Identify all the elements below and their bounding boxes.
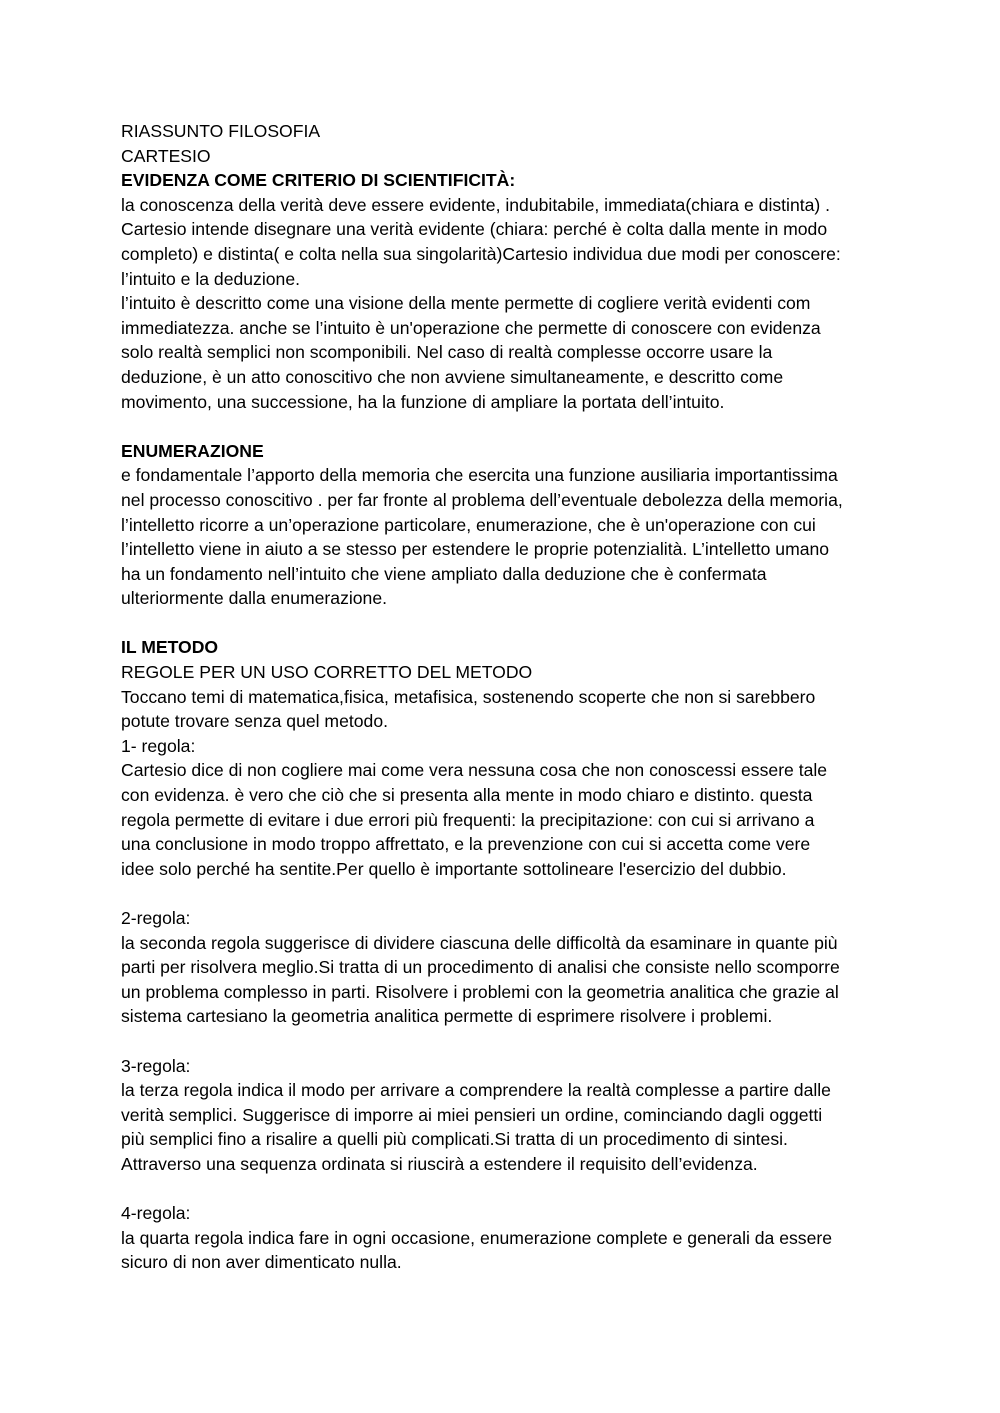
rule-label: 1- regola:: [121, 735, 196, 756]
rule-label: 2-regola:: [121, 908, 191, 928]
text-line: movimento, una successione, ha la funzione di ampliare la portata dell’intuito.: [121, 391, 725, 412]
text-line: la quarta regola indica fare in ogni occasione, enumerazione complete e generali da essere: [121, 1227, 833, 1248]
text-line: l’intuito è descritto come una visione della mente permette di cogliere verità evidenti com: [121, 293, 811, 314]
rule-label: 3-regola:: [121, 1055, 191, 1076]
text-line: la seconda regola suggerisce di dividere ciascuna delle difficoltà da esaminare in quante più: [121, 932, 838, 953]
text-line: ulteriormente dalla enumerazione.: [121, 588, 388, 609]
text-line: completo) e distinta( e colta nella sua singolarità)Cartesio individua due modi per conoscere:: [121, 243, 841, 264]
text-line: sistema cartesiano la geometria analitica permette di esprimere risolvere i problemi.: [121, 1006, 773, 1027]
text-line: solo realtà semplici non scomponibili. Nel caso di realtà complesse occorre usare la: [121, 342, 773, 363]
section-heading-evidenza: EVIDENZA COME CRITERIO DI SCIENTIFICITÀ:: [121, 170, 516, 191]
spacer: [121, 1029, 891, 1054]
text-line: Toccano temi di matematica,fisica, metafisica, sostenendo scoperte che non si sarebbero: [121, 686, 816, 707]
rule-body: [121, 931, 891, 1029]
document-title: RIASSUNTO FILOSOFIA: [121, 121, 321, 141]
rule-body: [121, 1226, 891, 1275]
text-line: con evidenza. è vero che ciò che si presenta alla mente in modo chiaro e distinto. questa: [121, 785, 813, 806]
spacer: [121, 611, 891, 636]
text-line: Cartesio dice di non cogliere mai come vera nessuna cosa che non conoscessi essere tale: [121, 760, 828, 781]
text-line: Attraverso una sequenza ordinata si riuscirà a estendere il requisito dell’evidenza.: [121, 1153, 758, 1174]
text-line: idee solo perché ha sentite.Per quello è importante sottolineare l'esercizio del dubbio.: [121, 858, 787, 879]
rule-body: [121, 758, 891, 881]
text-line: e fondamentale l’apporto della memoria che esercita una funzione ausiliaria importantissima: [121, 465, 838, 486]
text-line: la terza regola indica il modo per arrivare a comprendere la realtà complesse a partire dalle: [121, 1080, 831, 1101]
text-line: ha un fondamento nell’intuito che viene ampliato dalla deduzione che è confermata: [121, 563, 767, 584]
text-line: deduzione, è un atto conoscitivo che non avviene simultaneamente, e descritto come: [121, 366, 784, 387]
paragraph: [121, 193, 891, 291]
document-page: [121, 119, 891, 1275]
section-heading-enumerazione: ENUMERAZIONE: [121, 440, 264, 461]
text-line: parti per risolvera meglio.Si tratta di un procedimento di analisi che consiste nello scomporre: [121, 957, 840, 978]
document-subject: CARTESIO: [121, 145, 211, 166]
text-line: più semplici fino a risalire a quelli più complicati.Si tratta di un procedimento di sintesi.: [121, 1129, 788, 1150]
rule-body: [121, 1078, 891, 1176]
paragraph: [121, 291, 891, 414]
section-subheading: REGOLE PER UN USO CORRETTO DEL METODO: [121, 662, 533, 683]
text-line: Cartesio intende disegnare una verità evidente (chiara: perché è colta dalla mente in modo: [121, 219, 828, 240]
text-line: nel processo conoscitivo . per far fronte al problema dell’eventuale debolezza della memoria,: [121, 489, 843, 510]
text-line: una conclusione in modo troppo affrettato, e la prevenzione con cui si accetta come vere: [121, 834, 811, 855]
spacer: [121, 414, 891, 439]
text-line: l’intuito e la deduzione.: [121, 268, 300, 289]
text-line: l’intelletto ricorre a un’operazione particolare, enumerazione, che è un'operazione con cui: [121, 514, 816, 535]
text-line: la conoscenza della verità deve essere evidente, indubitabile, immediata(chiara e distinta) .: [121, 194, 831, 215]
spacer: [121, 1177, 891, 1202]
text-line: l’intelletto viene in aiuto a se stesso per estendere le proprie potenzialità. L’intelletto umano: [121, 539, 830, 560]
rule-label: 4-regola:: [121, 1203, 191, 1224]
text-line: sicuro di non aver dimenticato nulla.: [121, 1252, 402, 1273]
spacer: [121, 881, 891, 906]
text-line: regola permette di evitare i due errori più frequenti: la precipitazione: con cui si arrivano a: [121, 809, 815, 830]
section-heading-metodo: IL METODO: [121, 637, 219, 658]
text-line: verità semplici. Suggerisce di imporre ai miei pensieri un ordine, cominciando dagli oggetti: [121, 1104, 823, 1125]
paragraph: [121, 463, 891, 611]
paragraph: [121, 685, 891, 734]
text-line: potute trovare senza quel metodo.: [121, 711, 389, 732]
text-line: immediatezza. anche se l’intuito è un'operazione che permette di conoscere con evidenza: [121, 317, 821, 338]
text-line: un problema complesso in parti. Risolvere i problemi con la geometria analitica che grazie al: [121, 981, 839, 1002]
